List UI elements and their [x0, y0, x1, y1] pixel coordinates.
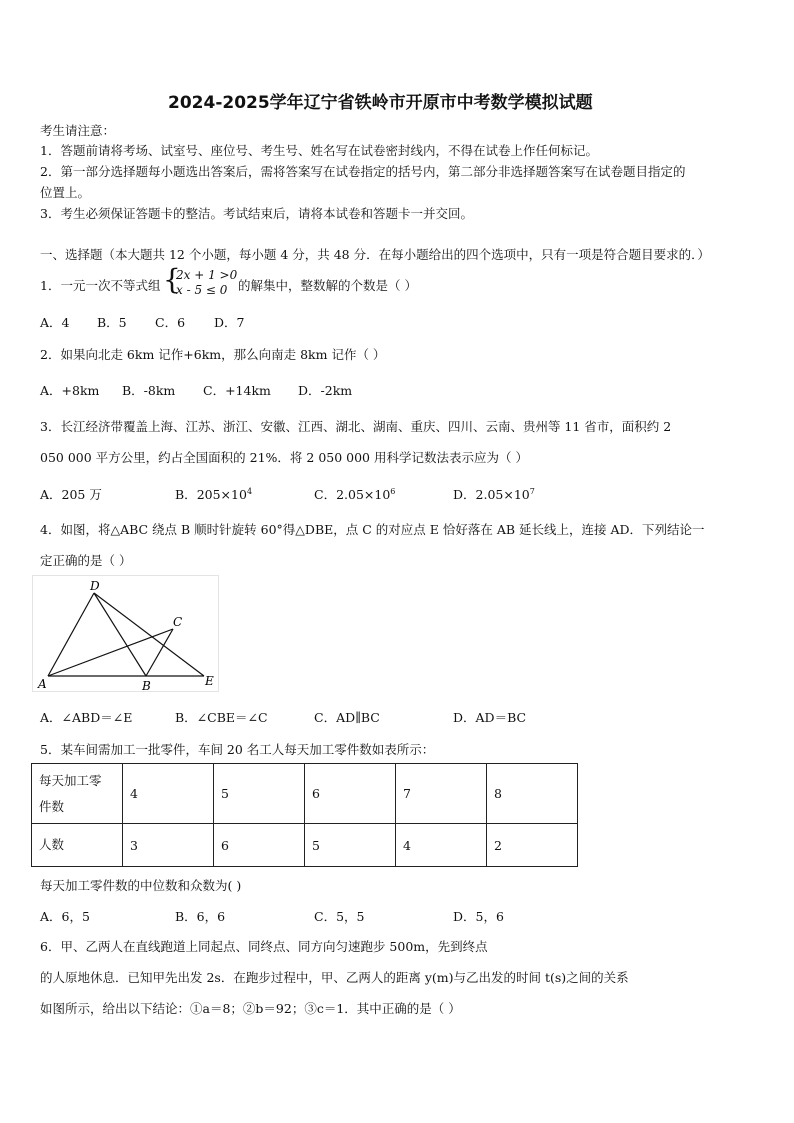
q2-option-c[interactable]: C．+14km	[203, 383, 271, 398]
table-header-cell: 人数	[32, 824, 123, 867]
q1-option-a[interactable]: A．4	[40, 315, 70, 330]
table-cell: 8	[487, 764, 578, 824]
table-row	[32, 764, 578, 824]
q3-option-c[interactable]: C．$2.05\times 10^6$	[314, 486, 396, 502]
table-cell: 3	[123, 824, 214, 867]
page-title: 2024-2025学年辽宁省铁岭市开原市中考数学模拟试题	[168, 93, 593, 113]
q6-line-2: 的人原地休息．已知甲先出发 2s．在跑步过程中，甲、乙两人的距离 y(m)与乙出发的时间 t(s)之间的关系	[40, 970, 629, 985]
notice-item-3: 3．考生必须保证答题卡的整洁。考试结束后，请将本试卷和答题卡一并交回。	[40, 206, 473, 221]
q1-option-c[interactable]: C．6	[155, 315, 186, 330]
q3-line-2: 050 000 平方公里，约占全国面积的 21%．将 2 050 000 用科学记数法表示应为（ ）	[40, 450, 528, 465]
label-d: D	[90, 579, 100, 593]
table-cell: 2	[487, 824, 578, 867]
line-bc	[146, 629, 173, 676]
notice-item-2-cont: 位置上。	[40, 185, 91, 200]
q1-ineq-2: x - 5 ≤ 0	[176, 283, 228, 297]
q5-option-d[interactable]: D．5，6	[453, 909, 504, 924]
table-cell: 4	[123, 764, 214, 824]
q5-option-c[interactable]: C．5，5	[314, 909, 365, 924]
q1-option-b[interactable]: B．5	[97, 315, 127, 330]
q4-line-2: 定正确的是（ ）	[40, 553, 132, 568]
line-db	[94, 593, 146, 676]
table-cell: 4	[396, 824, 487, 867]
q1-ineq-1: 2x + 1 >0	[176, 268, 238, 282]
q5-text: 5．某车间需加工一批零件，车间 20 名工人每天加工零件数如表所示：	[40, 742, 435, 757]
q5-option-b[interactable]: B．6，6	[175, 909, 226, 924]
line-ac	[48, 629, 173, 676]
q4-option-b[interactable]: B．∠CBE＝∠C	[175, 710, 268, 725]
table-header-cell: 每天加工零 件数	[32, 764, 123, 824]
q5-table	[31, 763, 578, 867]
label-b: B	[142, 679, 151, 693]
q5-question: 每天加工零件数的中位数和众数为( )	[40, 878, 242, 893]
q4-option-c[interactable]: C．AD∥BC	[314, 710, 380, 725]
label-c: C	[173, 615, 183, 629]
notice-heading: 考生请注意：	[40, 123, 116, 138]
label-e: E	[205, 674, 214, 688]
figure-frame	[33, 576, 219, 692]
notice-item-2: 2．第一部分选择题每小题选出答案后，需将答案写在试卷指定的括号内，第二部分非选择题答案写在试卷题目指定的	[40, 164, 686, 179]
q2-option-a[interactable]: A．+8km	[40, 383, 100, 398]
q2-option-d[interactable]: D．-2km	[298, 383, 353, 398]
q2-option-b[interactable]: B．-8km	[122, 383, 176, 398]
q3-option-b[interactable]: B．$205\times 10^4$	[175, 486, 253, 502]
q6-line-3: 如图所示，给出以下结论：①a＝8；②b＝92；③c＝1．其中正确的是（ ）	[40, 1001, 461, 1016]
q4-option-a[interactable]: A．∠ABD＝∠E	[40, 710, 133, 725]
table-cell: 6	[214, 824, 305, 867]
q1-prefix: 1．一元一次不等式组	[40, 278, 161, 293]
q3-option-d[interactable]: D．$2.05\times 10^7$	[453, 486, 535, 502]
q4-line-1: 4．如图，将△ABC 绕点 B 顺时针旋转 60°得△DBE，点 C 的对应点 E 恰好落在 AB 延长线上，连接 AD．下列结论一	[40, 522, 705, 537]
q2-text: 2．如果向北走 6km 记作+6km，那么向南走 8km 记作（ ）	[40, 347, 386, 362]
notice-item-1: 1．答题前请将考场、试室号、座位号、考生号、姓名写在试卷密封线内，不得在试卷上作任何标记。	[40, 143, 598, 158]
label-a: A	[38, 677, 47, 691]
q3-option-a[interactable]: A．205 万	[40, 487, 102, 502]
line-ad	[48, 593, 94, 676]
q1-option-d[interactable]: D．7	[214, 315, 245, 330]
q1-suffix: 的解集中，整数解的个数是（ ）	[238, 278, 417, 293]
q3-line-1: 3．长江经济带覆盖上海、江苏、浙江、安徽、江西、湖北、湖南、重庆、四川、云南、贵州等 11 省市，面积约 2	[40, 419, 672, 434]
table-cell: 5	[214, 764, 305, 824]
q4-figure	[32, 575, 222, 695]
section-heading: 一、选择题（本大题共 12 个小题，每小题 4 分，共 48 分．在每小题给出的四个选项中，只有一项是符合题目要求的．）	[40, 247, 710, 262]
q5-option-a[interactable]: A．6，5	[40, 909, 90, 924]
table-cell: 7	[396, 764, 487, 824]
table-cell: 5	[305, 824, 396, 867]
table-row	[32, 824, 578, 867]
q6-line-1: 6．甲、乙两人在直线跑道上同起点、同终点、同方向匀速跑步 500m，先到终点	[40, 939, 488, 954]
table-cell: 6	[305, 764, 396, 824]
line-de	[94, 593, 204, 676]
q4-option-d[interactable]: D．AD＝BC	[453, 710, 527, 725]
q1-brace: {	[163, 263, 181, 296]
